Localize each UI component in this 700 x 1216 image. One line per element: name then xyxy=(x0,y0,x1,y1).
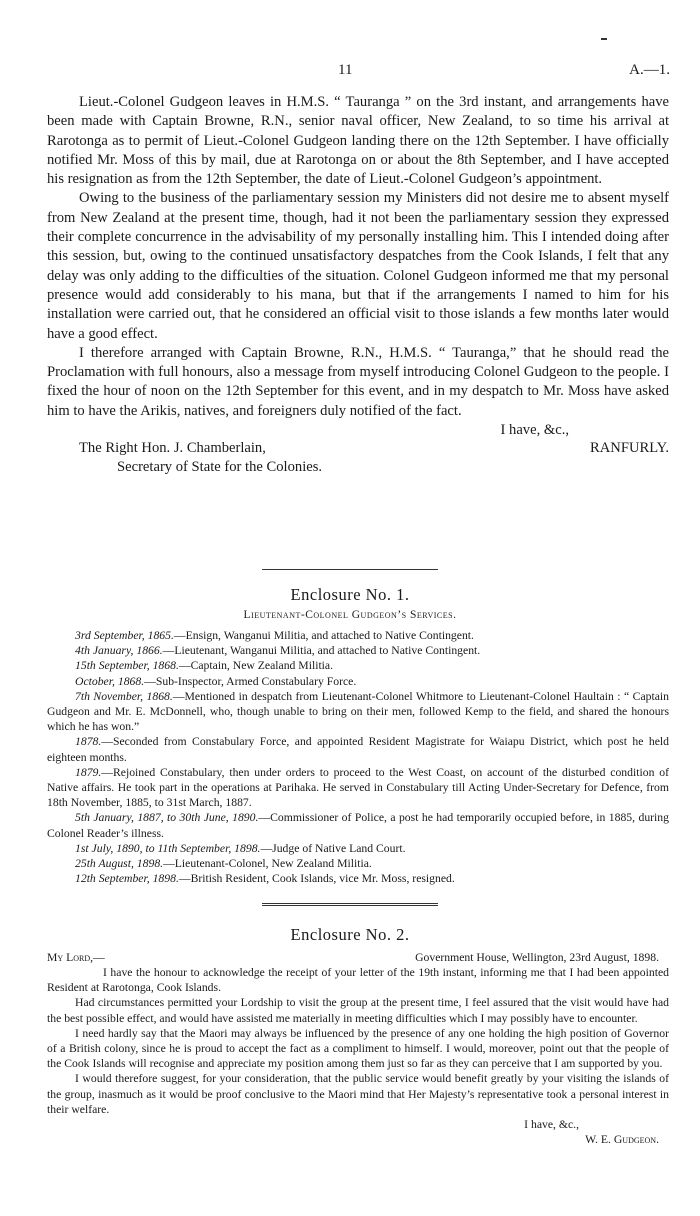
service-date: 1878. xyxy=(75,735,102,749)
service-text: —Commissioner of Police, a post he had temporarily occupied before, in 1885, during Colonel Reader’s illness. xyxy=(47,811,669,840)
page-number: 11 xyxy=(338,62,353,78)
page-header xyxy=(0,62,700,82)
enclosure-2-title: Enclosure No. 2. xyxy=(290,925,410,944)
service-text: —British Resident, Cook Islands, vice Mr. Moss, resigned. xyxy=(178,872,455,886)
service-date: 15th September, 1868. xyxy=(75,659,179,673)
page-reference: A.—1. xyxy=(629,62,670,78)
service-entry xyxy=(47,856,669,871)
section-divider xyxy=(262,903,438,906)
section-divider xyxy=(262,569,438,570)
service-date: 7th November, 1868. xyxy=(75,689,173,703)
service-entry xyxy=(47,658,669,673)
place-date: Government House, Wellington, 23rd August, 1898. xyxy=(415,951,659,964)
despatch-closing: I have, &c., xyxy=(500,422,569,439)
service-date: 3rd September, 1865. xyxy=(75,629,174,642)
salutation: My Lord,— xyxy=(47,951,105,964)
service-text: —Lieutenant, Wanganui Militia, and attached to Native Contingent. xyxy=(162,644,481,658)
service-entry xyxy=(47,765,669,811)
service-date: 5th January, 1887, to 30th June, 1890. xyxy=(75,811,259,825)
addressee-title: Secretary of State for the Colonies. xyxy=(117,459,323,476)
service-date: October, 1868. xyxy=(75,674,145,688)
service-entry xyxy=(47,674,669,689)
print-mark xyxy=(601,38,607,40)
service-text: —Ensign, Wanganui Militia, and attached to Native Contingent. xyxy=(173,629,474,642)
service-date: 25th August, 1898. xyxy=(75,857,164,871)
signature: RANFURLY. xyxy=(590,440,669,457)
service-text: —Judge of Native Land Court. xyxy=(260,841,406,855)
despatch-paragraph: I therefore arranged with Captain Browne, R.N., H.M.S. “ Tauranga,” that he should read the Proclamation with full honours, also a message from myself introducing Colonel Gudgeon to the people. I fixed the hour of noon on the 12th September for this event, and in my despatch to Mr. Moss have asked him to have the Arikis, natives, and foreigners duly notified of the fact. xyxy=(47,344,669,419)
service-entry xyxy=(47,628,669,643)
service-entry xyxy=(47,643,669,658)
enclosure-1-title: Enclosure No. 1. xyxy=(290,585,410,604)
despatch-paragraph: Owing to the business of the parliamentary session my Ministers did not desire me to absent myself from New Zealand at the present time, though, had it not been the parliamentary session they expressed their complete concurrence in the advisability of my personally installing him. This I intended doing after this session, but, owing to the continued unsatisfactory despatches from the Cook Islands, I felt that any delay was only adding to the difficulties of the situation. Colonel Gudgeon informed me that my personal presence would add considerably to his mana, but that if the arrangements I named to him for his installation were carried out, that he considered an official visit to those islands a few months later would have a good effect. xyxy=(47,190,669,342)
gudgeon-letter xyxy=(47,950,669,1147)
service-entry xyxy=(47,871,669,886)
service-text: —Sub-Inspector, Armed Constabulary Force. xyxy=(144,674,357,688)
signature-row xyxy=(47,439,669,458)
service-text: —Captain, New Zealand Militia. xyxy=(178,659,334,673)
service-date: 12th September, 1898. xyxy=(75,872,179,886)
service-date: 1st July, 1890, to 11th September, 1898. xyxy=(75,841,261,855)
service-date: 1879. xyxy=(75,765,102,779)
letter-signature: W. E. Gudgeon. xyxy=(585,1133,659,1147)
despatch-paragraph: Lieut.-Colonel Gudgeon leaves in H.M.S. “ Tauranga ” on the 3rd instant, and arrangements have been made with Captain Browne, R.N., senior naval officer, New Zealand, to so time his arrival at Rarotonga as to permit of Lieut.-Colonel Gudgeon landing there on the 12th September. I have officially notified Mr. Moss of this by mail, due at Rarotonga on or about the 8th September, and I have accepted his resignation as from the 12th September, the date of Lieut.-Colonel Gudgeon’s appointment. xyxy=(47,94,669,188)
service-entry xyxy=(47,689,669,735)
services-list xyxy=(47,628,669,886)
enclosure-1-subtitle: Lieutenant-Colonel Gudgeon’s Services. xyxy=(243,609,457,621)
letter-paragraph: Had circumstances permitted your Lordship to visit the group at the present time, I feel assured that the visit would have had the best possible effect, and would have assisted me materially in meeting difficulties which I may possibly have to encounter. xyxy=(47,996,669,1025)
letter-paragraph: I would therefore suggest, for your consideration, that the public service would benefit greatly by your visiting the islands of the group, inasmuch as it would be proof conclusive to the Maori mind that Her Majesty’s representative took a personal interest in their welfare. xyxy=(47,1072,669,1116)
despatch-body xyxy=(47,93,669,477)
service-entry xyxy=(47,734,669,764)
letter-heading xyxy=(47,950,669,965)
service-entry xyxy=(47,810,669,840)
letter-paragraph: I have the honour to acknowledge the receipt of your letter of the 19th instant, informing me that I had been appointed Resident at Rarotonga, Cook Islands. xyxy=(47,966,669,995)
service-text: —Mentioned in despatch from Lieutenant-Colonel Whitmore to Lieutenant-Colonel Haultain : “ Captain Gudgeon and Mr. E. McDonnell, who, though unable to bring on their men, followed Kemp to the field, and shared the honours which he has won.” xyxy=(47,689,669,734)
service-entry xyxy=(47,841,669,856)
service-text: —Seconded from Constabulary Force, and appointed Resident Magistrate for Waiapu District, which post he held eighteen months. xyxy=(47,735,669,764)
addressee: The Right Hon. J. Chamberlain, xyxy=(79,440,266,457)
letter-closing: I have, &c., xyxy=(524,1118,579,1132)
letter-paragraph: I need hardly say that the Maori may always be influenced by the presence of any one holding the high position of Governor of a British colony, since he is proud to accept the fact as a compliment to himself. I would, moreover, point out that the people of the Cook Islands will recognise and appreciate my position among them just so far as they can perceive that I am supported by you. xyxy=(47,1026,669,1071)
service-text: —Lieutenant-Colonel, New Zealand Militia. xyxy=(163,857,372,871)
service-date: 4th January, 1866. xyxy=(75,644,163,658)
service-text: —Rejoined Constabulary, then under orders to proceed to the West Coast, on account of the disturbed condition of Native affairs. He took part in the operations at Parihaka. He served in Constabulary till Acting Under-Secretary for Defence, from 18th November, 1885, to 31st March, 1887. xyxy=(47,765,669,810)
